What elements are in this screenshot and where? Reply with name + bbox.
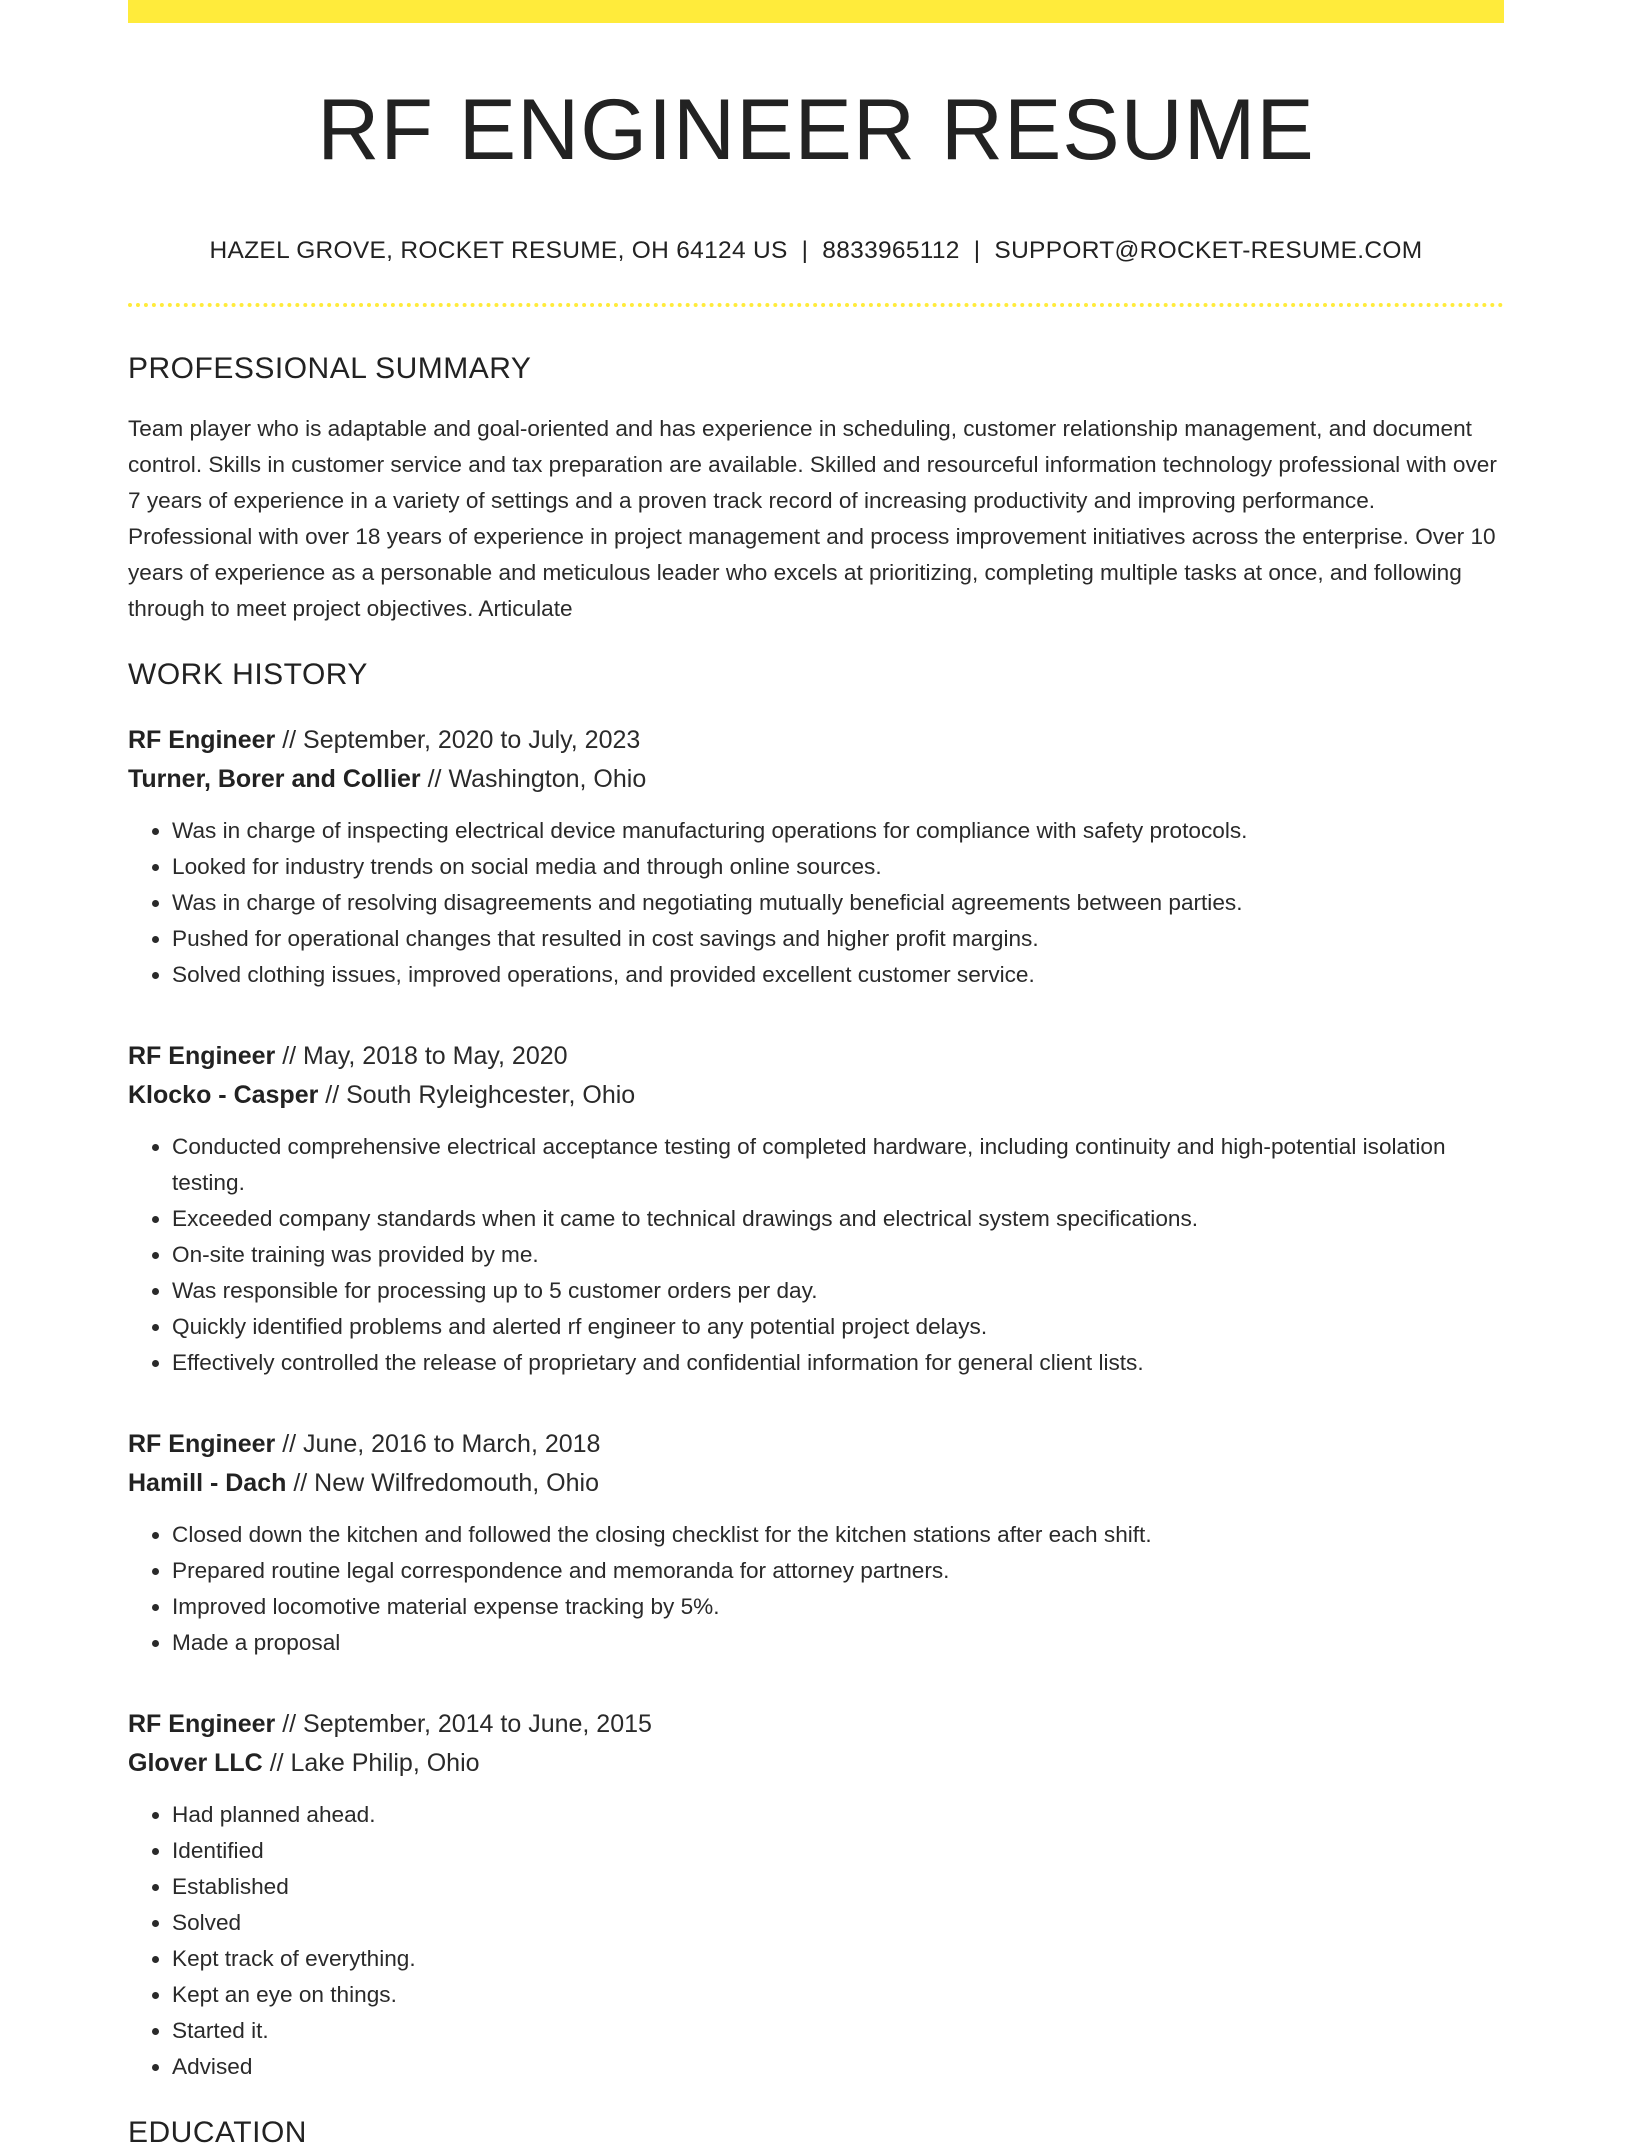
list-item: • Established <box>172 1869 1504 1905</box>
page-title: RF ENGINEER RESUME <box>317 82 1315 178</box>
job-company-line <box>128 1744 1504 1783</box>
list-item: • Conducted comprehensive electrical acceptance testing of completed hardware, including continuity and high-potential isolation testing. <box>172 1129 1504 1201</box>
job-company: Klocko - Casper <box>128 1080 319 1109</box>
list-item: • Pushed for operational changes that resulted in cost savings and higher profit margins. <box>172 921 1504 957</box>
job-bullets <box>128 1517 1504 1661</box>
job-role: RF Engineer <box>128 1429 276 1458</box>
dotted-divider <box>128 303 1504 307</box>
job-location: // New Wilfredomouth, Ohio <box>286 1468 599 1497</box>
job-company: Hamill - Dach <box>128 1468 287 1497</box>
job-dates: // September, 2014 to June, 2015 <box>275 1709 652 1738</box>
list-item: • Was in charge of inspecting electrical device manufacturing operations for compliance with safety protocols. <box>172 813 1504 849</box>
job-company: Glover LLC <box>128 1748 263 1777</box>
job-role-line <box>128 1037 1504 1076</box>
job-role-line <box>128 1425 1504 1464</box>
job-company-line <box>128 1464 1504 1503</box>
job-bullets <box>128 1129 1504 1381</box>
list-item: • Prepared routine legal correspondence and memoranda for attorney partners. <box>172 1553 1504 1589</box>
contact-address: HAZEL GROVE, ROCKET RESUME, OH 64124 US <box>209 236 788 264</box>
job-dates: // June, 2016 to March, 2018 <box>275 1429 601 1458</box>
list-item: • Quickly identified problems and alerted rf engineer to any potential project delays. <box>172 1309 1504 1345</box>
job-entry <box>128 1425 1504 1661</box>
list-item: • Was responsible for processing up to 5 customer orders per day. <box>172 1273 1504 1309</box>
list-item: • On-site training was provided by me. <box>172 1237 1504 1273</box>
job-role: RF Engineer <box>128 725 276 754</box>
accent-bar <box>128 0 1504 23</box>
list-item: • Closed down the kitchen and followed the closing checklist for the kitchen stations after each shift. <box>172 1517 1504 1553</box>
summary-text: Team player who is adaptable and goal-oriented and has experience in scheduling, customer relationship management, and document control. Skills in customer service and tax preparation are available. Skilled and resourceful information technology professional with over 7 years of experience in a variety of settings and a proven track record of increasing productivity and improving performance. Professional with over 18 years of experience in project management and process improvement initiatives across the enterprise. Over 10 years of experience as a personable and meticulous leader who excels at prioritizing, completing multiple tasks at once, and following through to meet project objectives. Articulate <box>128 415 1497 621</box>
job-entry <box>128 721 1504 993</box>
contact-separator: | <box>801 236 809 264</box>
list-item: • Solved <box>172 1905 1504 1941</box>
list-item: • Had planned ahead. <box>172 1797 1504 1833</box>
work-history-list <box>128 721 1504 2085</box>
job-bullets <box>128 813 1504 993</box>
summary-heading: PROFESSIONAL SUMMARY <box>128 351 532 385</box>
job-bullets <box>128 1797 1504 2085</box>
job-role: RF Engineer <box>128 1041 276 1070</box>
list-item: • Advised <box>172 2049 1504 2085</box>
job-dates: // September, 2020 to July, 2023 <box>275 725 641 754</box>
education-heading: EDUCATION <box>128 2115 307 2149</box>
list-item: • Improved locomotive material expense tracking by 5%. <box>172 1589 1504 1625</box>
list-item: • Kept an eye on things. <box>172 1977 1504 2013</box>
list-item: • Kept track of everything. <box>172 1941 1504 1977</box>
list-item: • Effectively controlled the release of proprietary and confidential information for general client lists. <box>172 1345 1504 1381</box>
job-company: Turner, Borer and Collier <box>128 764 421 793</box>
job-entry <box>128 1705 1504 2085</box>
work-history-heading: WORK HISTORY <box>128 657 368 691</box>
job-entry <box>128 1037 1504 1381</box>
job-company-line <box>128 1076 1504 1115</box>
job-dates: // May, 2018 to May, 2020 <box>275 1041 568 1070</box>
job-role-line <box>128 1705 1504 1744</box>
contact-line <box>128 236 1504 265</box>
job-role-line <box>128 721 1504 760</box>
contact-email: SUPPORT@ROCKET-RESUME.COM <box>994 236 1423 264</box>
list-item: • Was in charge of resolving disagreements and negotiating mutually beneficial agreements between parties. <box>172 885 1504 921</box>
list-item: • Solved clothing issues, improved operations, and provided excellent customer service. <box>172 957 1504 993</box>
job-location: // Lake Philip, Ohio <box>262 1748 480 1777</box>
list-item: • Looked for industry trends on social media and through online sources. <box>172 849 1504 885</box>
job-company-line <box>128 760 1504 799</box>
contact-separator: | <box>973 236 981 264</box>
list-item: • Started it. <box>172 2013 1504 2049</box>
job-location: // Washington, Ohio <box>420 764 647 793</box>
list-item: • Exceeded company standards when it came to technical drawings and electrical system specifications. <box>172 1201 1504 1237</box>
resume-page <box>128 0 1504 2151</box>
list-item: • Made a proposal <box>172 1625 1504 1661</box>
list-item: • Identified <box>172 1833 1504 1869</box>
job-location: // South Ryleighcester, Ohio <box>318 1080 636 1109</box>
contact-phone: 8833965112 <box>822 236 960 264</box>
job-role: RF Engineer <box>128 1709 276 1738</box>
